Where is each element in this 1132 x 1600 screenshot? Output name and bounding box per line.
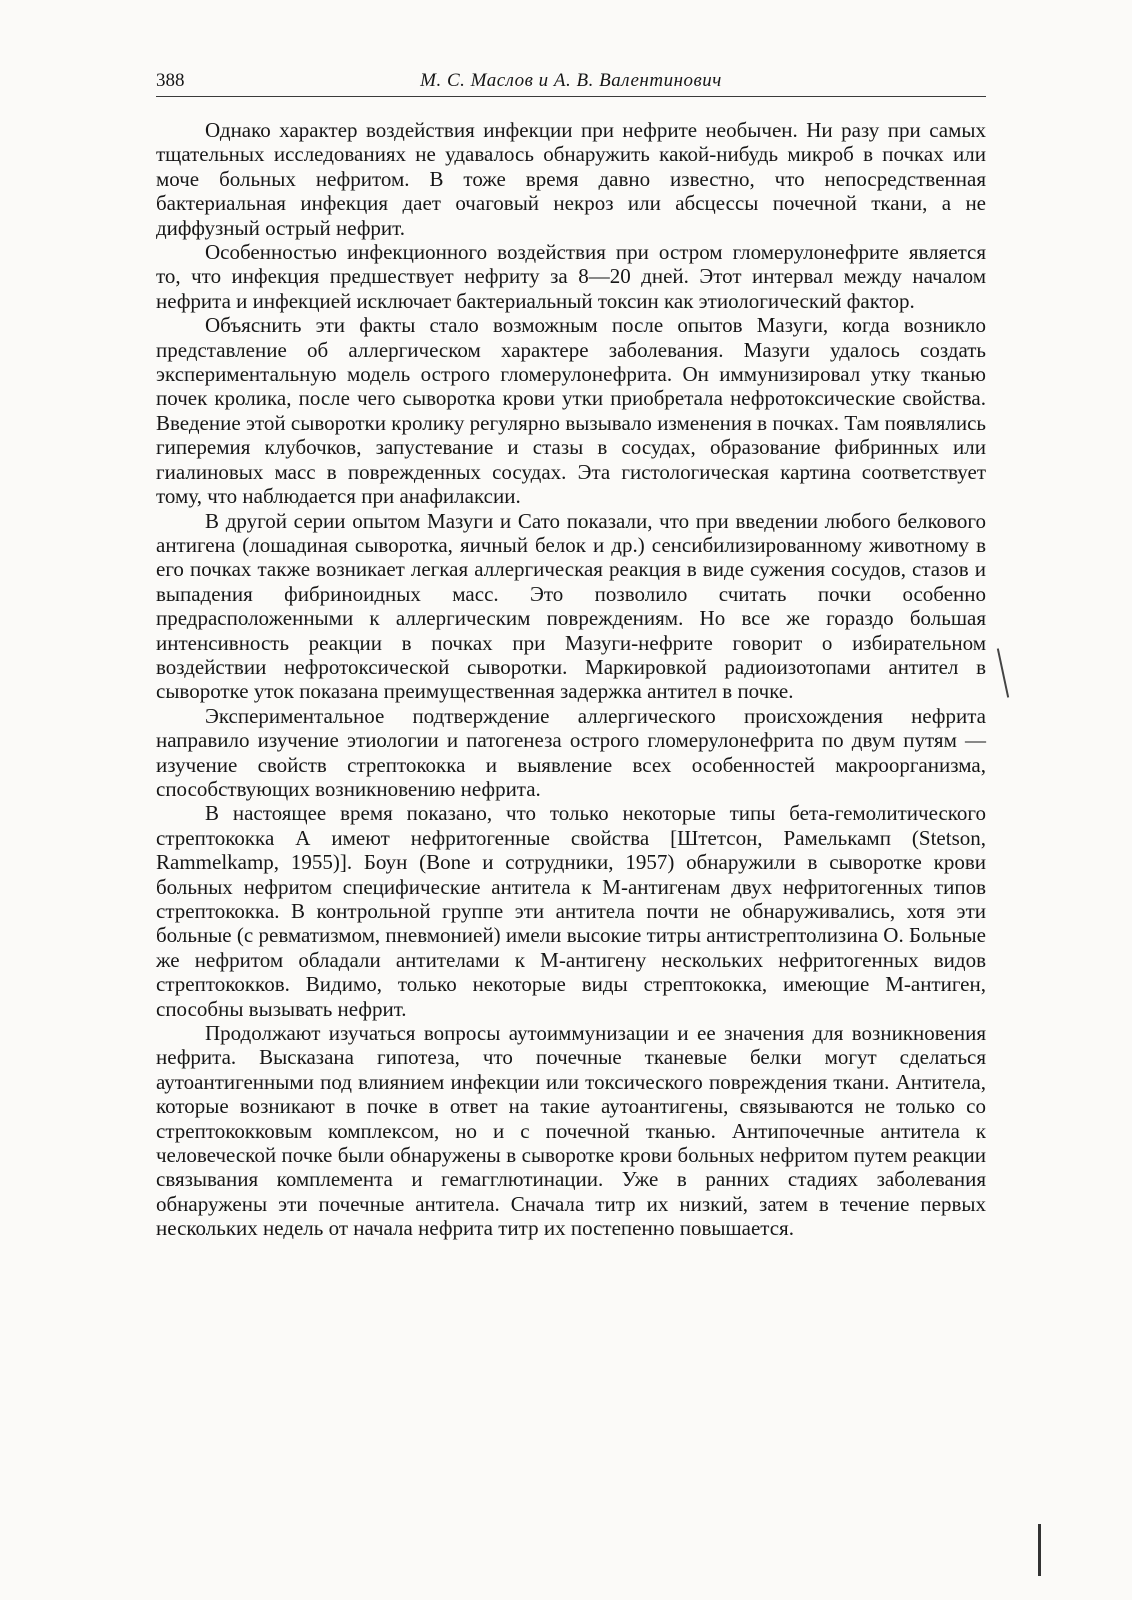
paragraph: Однако характер воздействия инфекции при нефрите необычен. Ни разу при самых тщательных исследованиях не удавалось обнаружить какой-нибудь микроб в почках или моче больных нефритом. В тоже время давно известно, что непосредственная бактериальная инфекция дает очаговый некроз или абсцессы почечной ткани, а не диффузный острый нефрит. [156, 118, 986, 240]
paragraph: Продолжают изучаться вопросы аутоиммунизации и ее значения для возникновения нефрита. Высказана гипотеза, что почечные тканевые белки могут сделаться аутоантигенными под влиянием инфекции или токсического повреждения ткани. Антитела, которые возникают в почке в ответ на такие аутоантигены, связываются не только со стрептококковым комплексом, но и с почечной тканью. Антипочечные антитела к человеческой почке были обнаружены в сыворотке крови больных нефритом путем реакции связывания комплемента и гемагглютинации. Уже в ранних стадиях заболевания обнаружены эти почечные антитела. Сначала титр их низкий, затем в течение первых нескольких недель от начала нефрита титр их постепенно повышается. [156, 1021, 986, 1241]
paragraph: В настоящее время показано, что только некоторые типы бета-гемолитического стрептококка А имеют нефритогенные свойства [Штетсон, Рамелькамп (Stetson, Rammelkamp, 1955)]. Боун (Bone и сотрудники, 1957) обнаружили в сыворотке крови больных нефритом специфические антитела к М-антигенам двух нефритогенных типов стрептококка. В контрольной группе эти антитела почти не обнаруживались, хотя эти больные (с ревматизмом, пневмонией) имели высокие титры антистрептолизина О. Больные же нефритом обладали антителами к М-антигену нескольких нефритогенных видов стрептококков. Видимо, только некоторые виды стрептококка, имеющие М-антиген, способны вызывать нефрит. [156, 801, 986, 1021]
margin-pencil-mark [997, 648, 1009, 697]
paragraph: В другой серии опытом Мазуги и Сато показали, что при введении любого белкового антигена (лошадиная сыворотка, яичный белок и др.) сенсибилизированному животному в его почках также возникает легкая аллергическая реакция в виде сужения сосудов, стазов и выпадения фибриноидных масс. Это позволило считать почки особенно предрасположенными к аллергическим повреждениям. Но все же гораздо большая интенсивность реакции в почках при Мазуги-нефрите говорит о избирательном воздействии нефротоксической сыворотки. Маркировкой радиоизотопами антител в сыворотке уток показана преимущественная задержка антител в почке. [156, 508, 986, 704]
running-head: М. С. Маслов и А. В. Валентинович [420, 70, 722, 91]
paragraph: Особенностью инфекционного воздействия при остром гломерулонефрите является то, что инфекция предшествует нефриту за 8—20 дней. Этот интервал между началом нефрита и инфекцией исключает бактериальный токсин как этиологический фактор. [156, 240, 986, 313]
page-number: 388 [156, 70, 185, 91]
paragraph: Объяснить эти факты стало возможным после опытов Мазуги, когда возникло представление об аллергическом характере заболевания. Мазуги удалось создать экспериментальную модель острого гломерулонефрита. Он иммунизировал утку тканью почек кролика, после чего сыворотка крови утки приобретала нефротоксические свойства. Введение этой сыворотки кролику регулярно вызывало изменения в почках. Там появлялись гиперемия клубочков, запустевание и стазы в сосудах, образование фибринных или гиалиновых масс в поврежденных сосудах. Эта гистологическая картина соответствует тому, что наблюдается при анафилаксии. [156, 313, 986, 509]
body-text [156, 118, 986, 1241]
page-header [156, 68, 986, 97]
paragraph: Экспериментальное подтверждение аллергического происхождения нефрита направило изучение этиологии и патогенеза острого гломерулонефрита по двум путям — изучение свойств стрептококка и выявление всех особенностей макроорганизма, способствующих возникновению нефрита. [156, 703, 986, 801]
margin-pencil-mark [1038, 1524, 1041, 1576]
